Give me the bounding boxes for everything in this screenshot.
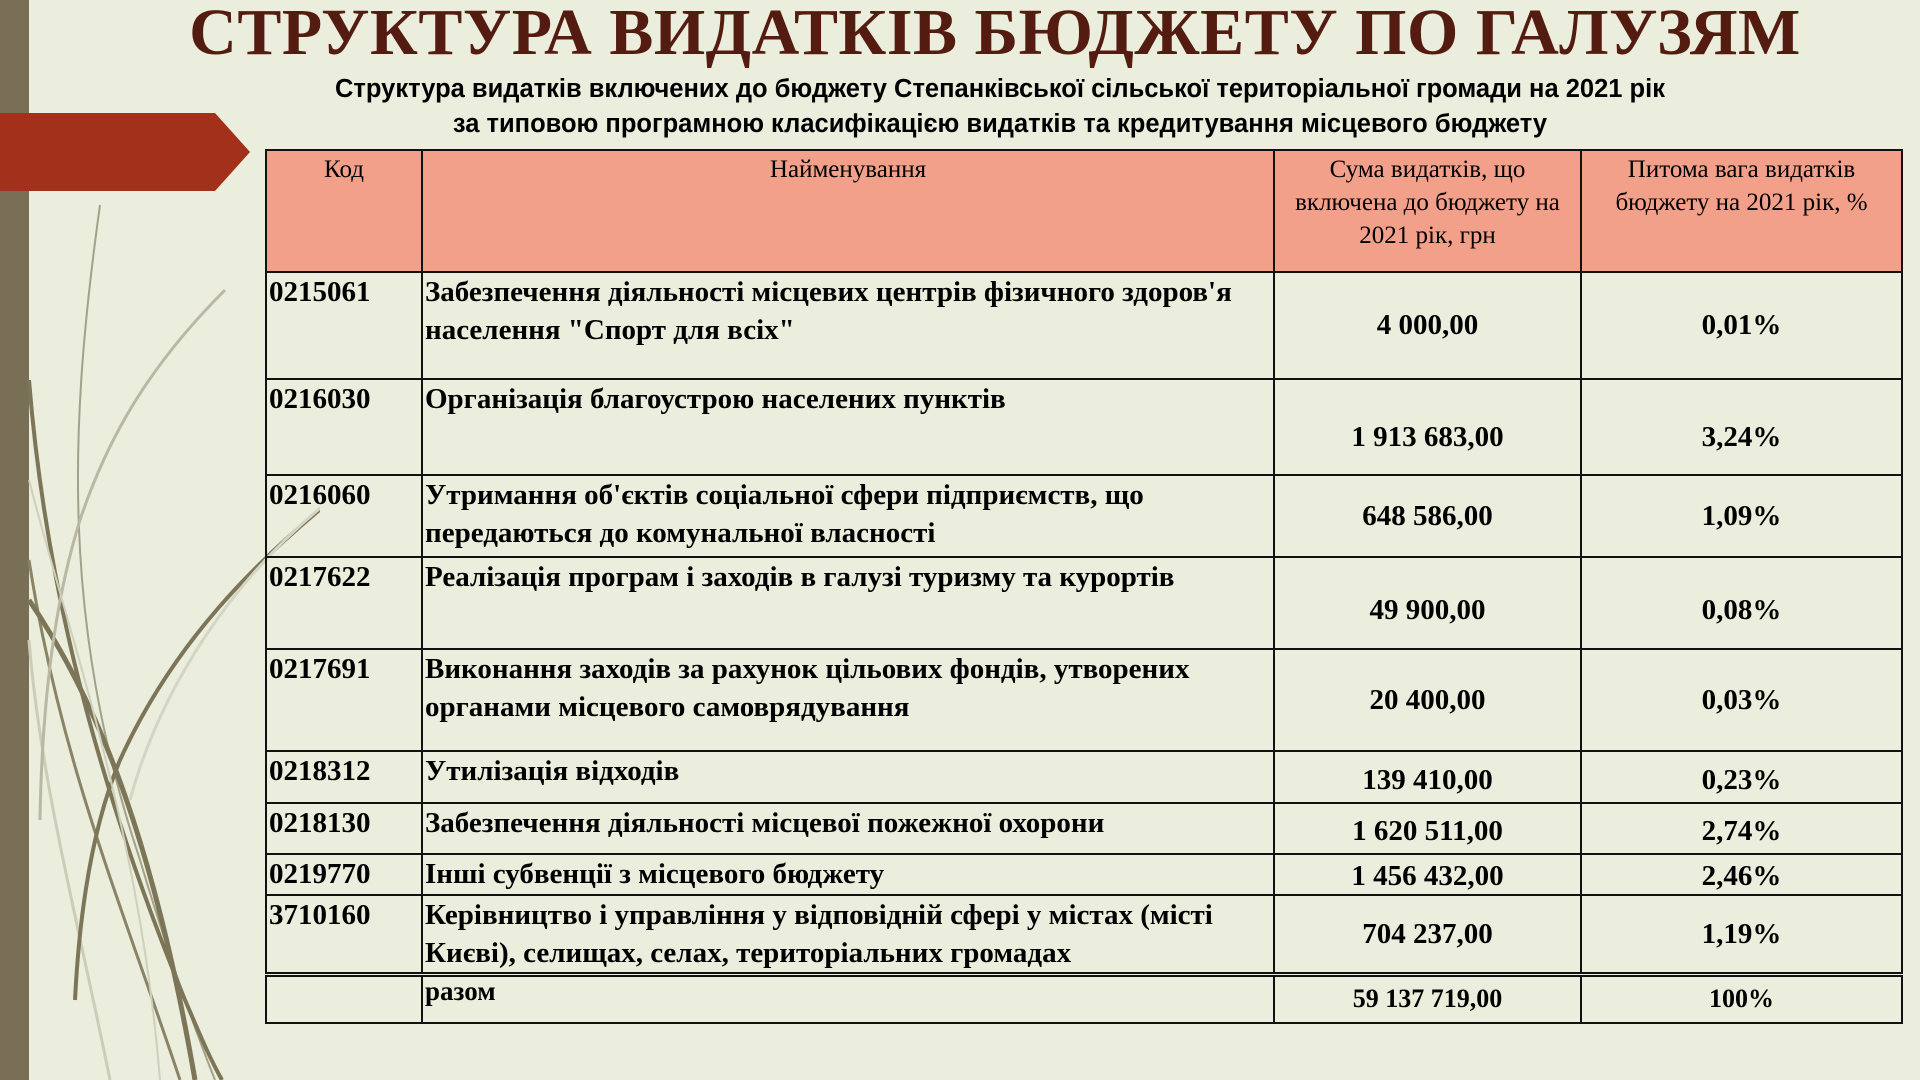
row-share: 2,46%: [1581, 854, 1902, 895]
total-share: 100%: [1581, 975, 1902, 1023]
row-code: 0218312: [266, 751, 422, 803]
table-row: [266, 379, 1902, 475]
table-total-row: [266, 975, 1902, 1023]
row-name: Реалізація програм і заходів в галузі туризму та курортів: [422, 557, 1274, 649]
row-amount: 648 586,00: [1274, 475, 1581, 557]
table-row: [266, 557, 1902, 649]
header-share: Питома вага видатків бюджету на 2021 рік, %: [1581, 150, 1902, 272]
row-code: 0219770: [266, 854, 422, 895]
row-code: 3710160: [266, 895, 422, 975]
row-name: Забезпечення діяльності місцевих центрів фізичного здоров'я населення "Спорт для всіх": [422, 272, 1274, 379]
table-row: [266, 751, 1902, 803]
row-name: Утримання об'єктів соціальної сфери підприємств, що передаються до комунальної власності: [422, 475, 1274, 557]
subtitle-line-1: Структура видатків включених до бюджету Степанківської сільської територіальної громади на 2021 рік: [335, 75, 1665, 103]
row-amount: 139 410,00: [1274, 751, 1581, 803]
row-name: Утилізація відходів: [422, 751, 1274, 803]
table-row: [266, 854, 1902, 895]
header-name: Найменування: [422, 150, 1274, 272]
table-row: [266, 803, 1902, 854]
row-name: Виконання заходів за рахунок цільових фондів, утворених органами місцевого самоврядування: [422, 649, 1274, 751]
row-share: 0,23%: [1581, 751, 1902, 803]
row-share: 1,09%: [1581, 475, 1902, 557]
row-name: Керівництво і управління у відповідній сфері у містах (місті Києві), селищах, селах, територіальних громадах: [422, 895, 1274, 975]
row-amount: 1 456 432,00: [1274, 854, 1581, 895]
budget-table: [265, 149, 1903, 1024]
row-code: 0217691: [266, 649, 422, 751]
slide-title: СТРУКТУРА ВИДАТКІВ БЮДЖЕТУ ПО ГАЛУЗЯМ: [189, 0, 1801, 69]
row-code: 0216030: [266, 379, 422, 475]
row-share: 0,08%: [1581, 557, 1902, 649]
row-code: 0218130: [266, 803, 422, 854]
row-code: 0215061: [266, 272, 422, 379]
table-row: [266, 649, 1902, 751]
table-row: [266, 895, 1902, 975]
total-amount: 59 137 719,00: [1274, 975, 1581, 1023]
row-amount: 1 913 683,00: [1274, 379, 1581, 475]
row-name: Забезпечення діяльності місцевої пожежної охорони: [422, 803, 1274, 854]
table-row: [266, 475, 1902, 557]
row-amount: 4 000,00: [1274, 272, 1581, 379]
header-code: Код: [266, 150, 422, 272]
row-share: 0,03%: [1581, 649, 1902, 751]
row-amount: 1 620 511,00: [1274, 803, 1581, 854]
row-name: Інші субвенції з місцевого бюджету: [422, 854, 1274, 895]
row-code: 0216060: [266, 475, 422, 557]
row-amount: 49 900,00: [1274, 557, 1581, 649]
table-row: [266, 272, 1902, 379]
row-amount: 704 237,00: [1274, 895, 1581, 975]
row-code: 0217622: [266, 557, 422, 649]
row-name: Організація благоустрою населених пунктів: [422, 379, 1274, 475]
slide-subtitle: [180, 72, 1820, 142]
row-share: 0,01%: [1581, 272, 1902, 379]
total-code: [266, 975, 422, 1023]
row-share: 1,19%: [1581, 895, 1902, 975]
row-share: 2,74%: [1581, 803, 1902, 854]
row-amount: 20 400,00: [1274, 649, 1581, 751]
row-share: 3,24%: [1581, 379, 1902, 475]
total-label: разом: [422, 975, 1274, 1023]
header-amount: Сума видатків, що включена до бюджету на 2021 рік, грн: [1274, 150, 1581, 272]
subtitle-line-2: за типовою програмною класифікацією видатків та кредитування місцевого бюджету: [452, 110, 1548, 138]
table-header-row: [266, 150, 1902, 272]
